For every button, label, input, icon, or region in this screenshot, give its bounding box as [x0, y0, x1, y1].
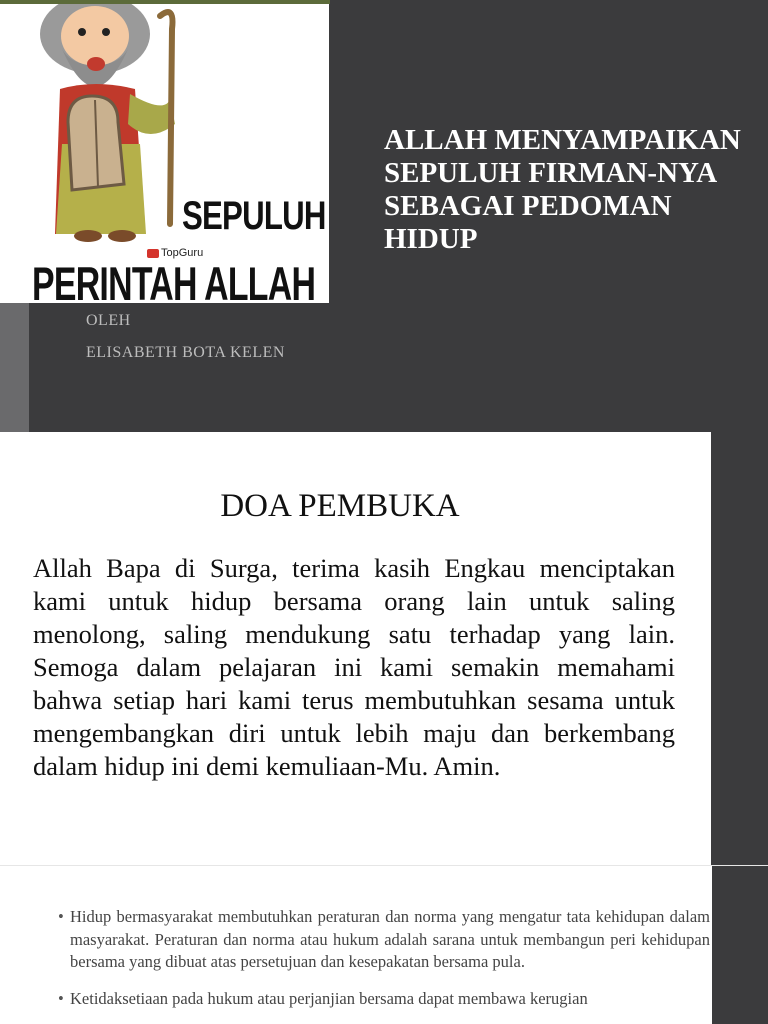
topguru-label: TopGuru	[161, 247, 204, 259]
slide-title: ALLAH MENYAMPAIKAN SEPULUH FIRMAN-NYA SEBAGAI PEDOMAN HIDUP	[384, 124, 741, 255]
bullet-icon: •	[58, 907, 64, 926]
list-item-text: Hidup bermasyarakat membutuhkan peraturan dan norma yang mengatur tata kehidupan dalam masyarakat. Peraturan dan norma atau hukum adalah sarana untuk membangun peri kehidupan bersama yang dibuat atas persetujuan dan kesepakatan bersama pula.	[70, 907, 710, 971]
bullet-icon: •	[58, 988, 64, 1008]
left-accent-strip	[0, 303, 29, 432]
caption-perintah-allah: PERINTAH ALLAH	[32, 257, 316, 303]
list-item	[58, 988, 710, 1011]
list-item-text: Ketidaksetiaan pada hukum atau perjanjian bersama dapat membawa kerugian	[70, 988, 588, 1008]
author-block	[86, 305, 285, 369]
author-label: OLEH	[86, 312, 131, 329]
title-slide	[0, 0, 768, 432]
prayer-body: Allah Bapa di Surga, terima kasih Engkau menciptakan kami untuk hidup bersama orang lain untuk saling menolong, saling mendukung satu terhadap yang lain. Semoga dalam pelajaran ini kami semakin memahami bahwa setiap hari kami terus membutuhkan sesama untuk mengembangkan diri untuk lebih maju dan berkembang dalam hidup ini demi kemuliaan-Mu. Amin.	[33, 553, 675, 781]
prayer-title: DOA PEMBUKA	[220, 488, 460, 524]
right-accent-bar-2	[712, 866, 768, 1024]
bullet-list	[58, 906, 710, 1024]
slide-divider	[0, 865, 768, 866]
right-accent-bar	[711, 432, 768, 865]
caption-sepuluh: SEPULUH	[182, 194, 326, 238]
list-item	[58, 906, 710, 974]
author-name: ELISABETH BOTA KELEN	[86, 344, 285, 361]
moses-illustration	[0, 4, 329, 303]
